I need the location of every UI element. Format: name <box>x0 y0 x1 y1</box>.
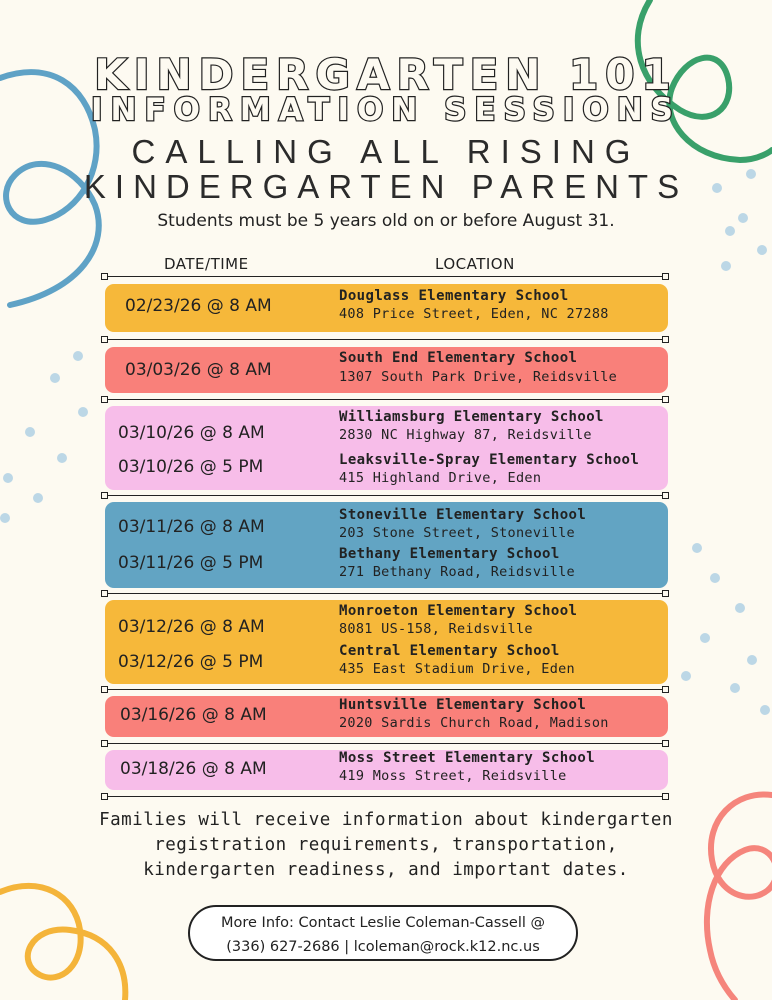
contact-box <box>188 905 578 961</box>
session-school: Williamsburg Elementary School <box>339 409 604 425</box>
session-datetime: 03/11/26 @ 5 PM <box>118 553 264 573</box>
session-datetime: 03/10/26 @ 8 AM <box>118 423 265 443</box>
closing-line-2: registration requirements, transportation, <box>154 835 618 855</box>
session-datetime: 03/03/26 @ 8 AM <box>125 360 272 380</box>
session-address: 415 Highland Drive, Eden <box>339 470 542 486</box>
table-divider <box>105 339 665 340</box>
session-address: 408 Price Street, Eden, NC 27288 <box>339 306 609 322</box>
session-address: 419 Moss Street, Reidsville <box>339 768 567 784</box>
date-column-header: DATE/TIME <box>164 255 249 273</box>
table-divider <box>105 495 665 496</box>
session-address: 435 East Stadium Drive, Eden <box>339 661 575 677</box>
table-divider <box>105 593 665 594</box>
table-divider <box>105 743 665 744</box>
subtitle-line-1: CALLING ALL RISING <box>131 133 641 170</box>
contact-line-2: (336) 627-2686 | lcoleman@rock.k12.nc.us <box>226 939 540 955</box>
closing-line-3: kindergarten readiness, and important dates. <box>143 860 629 880</box>
table-divider <box>105 276 665 277</box>
session-school: Douglass Elementary School <box>339 288 569 304</box>
session-school: South End Elementary School <box>339 350 578 366</box>
session-datetime: 02/23/26 @ 8 AM <box>125 296 272 316</box>
session-datetime: 03/18/26 @ 8 AM <box>120 759 267 779</box>
session-address: 2830 NC Highway 87, Reidsville <box>339 427 592 443</box>
session-datetime: 03/16/26 @ 8 AM <box>120 705 267 725</box>
closing-message <box>0 808 772 883</box>
contact-line-1: More Info: Contact Leslie Coleman-Cassell @ <box>221 915 545 931</box>
session-school: Moss Street Elementary School <box>339 750 596 766</box>
table-divider <box>105 796 665 797</box>
title-line-2: INFORMATION SESSIONS <box>90 92 681 128</box>
session-datetime: 03/12/26 @ 8 AM <box>118 617 265 637</box>
session-school: Stoneville Elementary School <box>339 507 587 523</box>
session-school: Central Elementary School <box>339 643 560 659</box>
session-datetime: 03/11/26 @ 8 AM <box>118 517 265 537</box>
session-address: 2020 Sardis Church Road, Madison <box>339 715 609 731</box>
session-school: Leaksville-Spray Elementary School <box>339 452 640 468</box>
eligibility-note: Students must be 5 years old on or before August 31. <box>157 211 615 231</box>
orange-squiggle-decoration <box>0 886 125 1000</box>
session-address: 271 Bethany Road, Reidsville <box>339 564 575 580</box>
session-school: Monroeton Elementary School <box>339 603 578 619</box>
location-column-header: LOCATION <box>435 255 515 273</box>
session-address: 1307 South Park Drive, Reidsville <box>339 369 618 385</box>
session-datetime: 03/10/26 @ 5 PM <box>118 457 264 477</box>
closing-line-1: Families will receive information about kindergarten <box>99 810 673 830</box>
session-datetime: 03/12/26 @ 5 PM <box>118 652 264 672</box>
table-divider <box>105 689 665 690</box>
title-line-1: KINDERGARTEN 101 <box>94 50 678 99</box>
subtitle-line-2: KINDERGARTEN PARENTS <box>83 168 689 205</box>
table-divider <box>105 399 665 400</box>
session-school: Bethany Elementary School <box>339 546 560 562</box>
session-address: 8081 US-158, Reidsville <box>339 621 533 637</box>
session-school: Huntsville Elementary School <box>339 697 587 713</box>
session-address: 203 Stone Street, Stoneville <box>339 525 575 541</box>
